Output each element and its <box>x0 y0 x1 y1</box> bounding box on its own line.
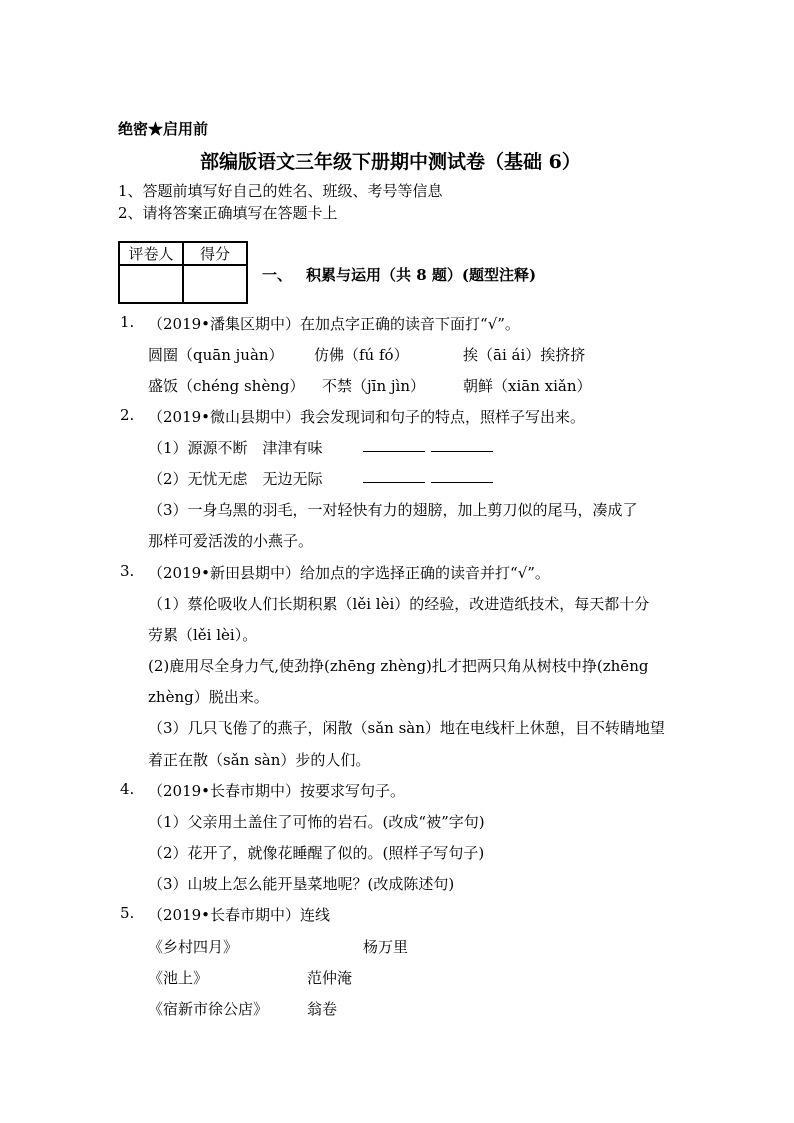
grader-cell[interactable] <box>119 265 183 303</box>
score-table <box>118 241 248 304</box>
q1-number: 1. <box>120 313 135 331</box>
q2-stem: （2019•微山县期中）我会发现词和句子的特点，照样子写出来。 <box>148 408 586 426</box>
answer-blank[interactable] <box>363 437 425 452</box>
q3-sub-2-line1: (2)鹿用尽全身力气,使劲挣(zhēng zhèng)扎才把两只角从树枝中挣(zhēng <box>148 657 649 675</box>
q5-right-2[interactable]: 范仲淹 <box>307 969 353 987</box>
exam-title: 部编版语文三年级下册期中测试卷（基础 6） <box>200 151 581 173</box>
q3-sub-3-line2: 着正在散（sǎn sàn）步的人们。 <box>148 751 371 769</box>
note-1: 1、答题前填写好自己的姓名、班级、考号等信息 <box>118 182 443 200</box>
q5-left-1[interactable]: 《乡村四月》 <box>148 938 239 956</box>
q1-item-1: 圆圈（quān juàn） <box>148 346 284 364</box>
section-number: 一、 <box>262 266 293 284</box>
q4-sub-2: （2）花开了，就像花睡醒了似的。(照样子写句子) <box>148 844 485 862</box>
q1-item-5: 不禁（jīn jìn） <box>322 377 425 395</box>
q5-stem: （2019•长春市期中）连线 <box>148 906 331 924</box>
grader-header: 评卷人 <box>119 242 183 265</box>
q5-number: 5. <box>120 904 135 922</box>
q3-stem: （2019•新田县期中）给加点的字选择正确的读音并打“√”。 <box>148 564 550 582</box>
score-header: 得分 <box>183 242 247 265</box>
q1-item-4: 盛饭（chéng shèng） <box>148 377 305 395</box>
q4-sub-3: （3）山坡上怎么能开垦菜地呢？(改成陈述句) <box>148 875 455 893</box>
q4-number: 4. <box>120 780 135 798</box>
answer-blank[interactable] <box>431 468 493 483</box>
q1-item-2: 仿佛（fú fó） <box>314 346 409 364</box>
note-2: 2、请将答案正确填写在答题卡上 <box>118 204 338 222</box>
q2-sub-2: （2）无忧无虑 无边无际 <box>148 470 323 488</box>
q3-sub-1-line2: 劳累（lěi lèi）。 <box>148 626 258 644</box>
q3-sub-2-line2: zhèng）脱出来。 <box>148 688 269 706</box>
answer-blank[interactable] <box>363 468 425 483</box>
q5-left-3[interactable]: 《宿新市徐公店》 <box>148 1000 269 1018</box>
q1-item-3: 挨（āi ái）挨挤挤 <box>463 346 586 364</box>
q3-number: 3. <box>120 562 135 580</box>
q4-stem: （2019•长春市期中）按要求写句子。 <box>148 782 406 800</box>
q5-left-2[interactable]: 《池上》 <box>148 969 209 987</box>
q5-right-3[interactable]: 翁卷 <box>307 1000 338 1018</box>
q1-stem: （2019•潘集区期中）在加点字正确的读音下面打“√”。 <box>148 315 520 333</box>
answer-blank[interactable] <box>431 437 493 452</box>
q3-sub-3-line1: （3）几只飞倦了的燕子，闲散（sǎn sàn）地在电线杆上休憩，目不转睛地望 <box>148 719 665 737</box>
q2-number: 2. <box>120 406 135 424</box>
q2-sub-3-line2: 那样可爱活泼的小燕子。 <box>148 532 314 550</box>
q2-sub-1: （1）源源不断 津津有味 <box>148 439 323 457</box>
q4-sub-1: （1）父亲用土盖住了可怖的岩石。(改成“被”字句) <box>148 813 485 831</box>
q2-sub-3-line1: （3）一身乌黑的羽毛，一对轻快有力的翅膀，加上剪刀似的尾马，凑成了 <box>148 501 638 519</box>
secret-mark: 绝密★启用前 <box>118 120 209 138</box>
section-title: 积累与运用（共 8 题）(题型注释) <box>306 266 537 284</box>
score-cell[interactable] <box>183 265 247 303</box>
q2-answer-lines-1[interactable] <box>363 437 499 456</box>
q1-item-6: 朝鲜（xiān xiǎn） <box>463 377 592 395</box>
q3-sub-1-line1: （1）蔡伦吸收人们长期积累（lěi lèi）的经验，改进造纸技术，每天都十分 <box>148 595 650 613</box>
q2-answer-lines-2[interactable] <box>363 468 499 487</box>
q5-right-1[interactable]: 杨万里 <box>363 938 409 956</box>
